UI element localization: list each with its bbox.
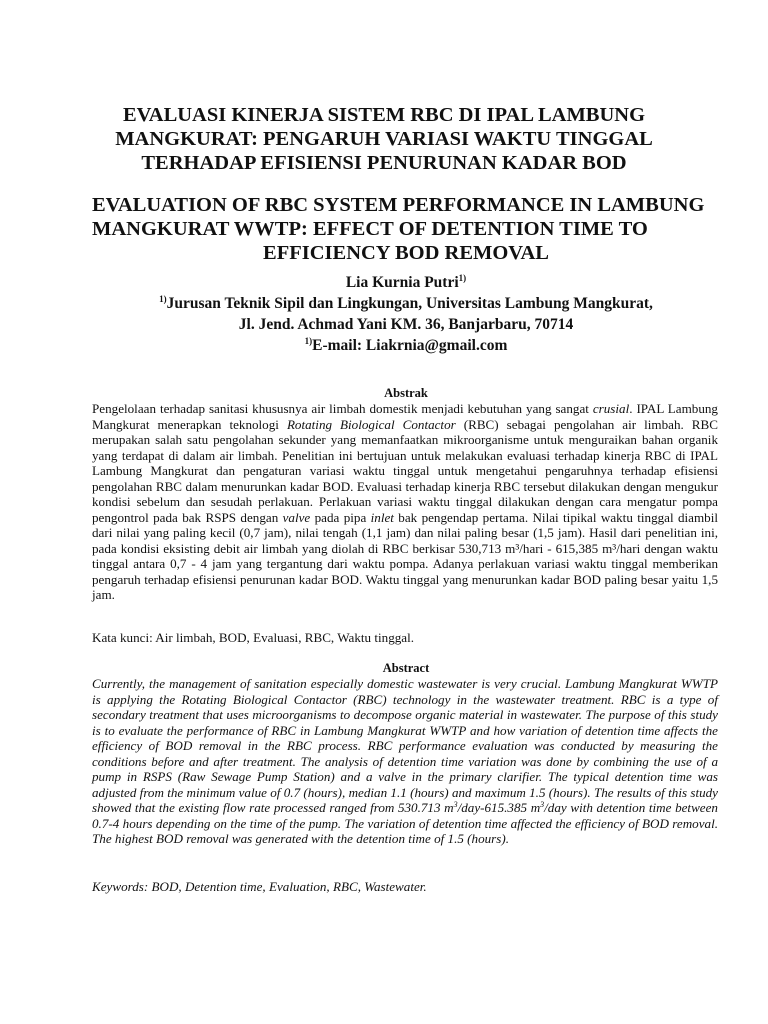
author-name: Lia Kurnia Putri <box>345 274 459 291</box>
title-indonesian <box>60 103 708 175</box>
abstrak-text-5: bak pengendap pertama. Nilai tipikal waktu tinggal diambil dari nilai yang paling kecil (0,7 jam), nilai tengah (1,1 jam) dan nilai paling besar (1,5 jam). Hasil dari penelitian ini, pada kondisi eksisting debit air limbah yang diolah di RBC berkisar 530,713 m³/hari - 615,385 m³/hari dengan waktu tinggal antara 0,7 - 4 jam yang tergantung dari waktu pompa. Adanya perlakuan variasi waktu tinggal memberikan pengaruh terhadap efisiensi penurunan kadar BOD. Waktu tinggal yang menurunkan kadar BOD paling besar yaitu 1,5 jam. <box>92 509 718 602</box>
abstrak-text-2: . IPAL Lambung Mangkurat menerapkan teknologi <box>92 401 718 432</box>
affiliation: Jurusan Teknik Sipil dan Lingkungan, Universitas Lambung Mangkurat, <box>166 295 653 312</box>
title-english <box>92 193 720 265</box>
title-id-line-3: TERHADAP EFISIENSI PENURUNAN KADAR BOD <box>141 152 627 174</box>
title-id-line-1: EVALUASI KINERJA SISTEM RBC DI IPAL LAMBUNG <box>122 104 646 126</box>
abstrak-italic-3: valve <box>282 509 311 525</box>
abstract-text-2: /day-615.385 m <box>457 800 541 815</box>
title-en-line-2: MANGKURAT WWTP: EFFECT OF DETENTION TIME TO <box>92 218 648 240</box>
abstract-body <box>92 676 718 847</box>
abstract-text-1: Currently, the management of sanitation especially domestic wastewater is very crucial. Lambung Mangkurat WWTP is applying the Rotating Biological Contactor (RBC) technology in the wastewater treatment. RBC is a type of secondary treatment that uses microorganisms to decompose organic material in wastewater. The purpose of this study is to evaluate the performance of RBC in Lambung Mangkurat WWTP and how variation of detention time affects the efficiency of BOD removal in the RBC process. RBC performance evaluation was conducted by measuring the conditions before and after treatment. The analysis of detention time variation was done by combining the use of a pump in RSPS (Raw Sewage Pump Station) and a valve in the primary clarifier. The typical detention time was adjusted from the minimum value of 0.7 (hours), median 1.1 (hours) and maximum 1.5 (hours). The results of this study showed that the existing flow rate processed ranged from 530.713 m <box>92 676 718 815</box>
title-en-line-3: EFFICIENCY BOD REMOVAL <box>263 242 549 264</box>
abstrak-heading: Abstrak <box>384 386 428 400</box>
affiliation-line <box>92 293 720 314</box>
address-line: Jl. Jend. Achmad Yani KM. 36, Banjarbaru, 70714 <box>238 316 574 333</box>
abstrak-text-1: Pengelolaan terhadap sanitasi khususnya air limbah domestik menjadi kebutuhan yang sangat <box>92 401 593 416</box>
abstrak-text-3: (RBC) sebagai pengolahan air limbah. RBC merupakan salah satu pengolahan sekunder yang memanfaatkan mikroorganisme untuk menguraikan bahan organik yang terdapat di dalam air limbah. Penelitian ini bertujuan untuk melakukan evaluasi terhadap kinerja RBC di IPAL Lambung Mangkurat dan pengaturan variasi waktu tinggal untuk mengetahui pengaruhnya terhadap efisiensi pengolahan RBC dalam menurunkan kadar BOD. Evaluasi terhadap kinerja RBC tersebut dilakukan dengan mengukur kondisi sebelum dan sesudah perlakuan. Perlakuan variasi waktu tinggal dilakukan dengan cara mengatur pompa pengontrol pada bak RSPS dengan <box>92 416 718 525</box>
kata-kunci: Kata kunci: Air limbah, BOD, Evaluasi, RBC, Waktu tinggal. <box>92 630 415 645</box>
author-sup: 1) <box>458 273 467 283</box>
abstrak-text-4: pada pipa <box>310 509 371 525</box>
affiliation-sup: 1) <box>159 294 167 304</box>
title-id-line-2: MANGKURAT: PENGARUH VARIASI WAKTU TINGGAL <box>115 128 653 150</box>
abstrak-italic-4: inlet <box>370 509 394 525</box>
abstract-sup-2: 3 <box>540 800 545 809</box>
keywords: Keywords: BOD, Detention time, Evaluation, RBC, Wastewater. <box>92 879 427 894</box>
abstract-heading: Abstract <box>382 661 430 675</box>
email: E-mail: Liakrnia@gmail.com <box>312 337 508 354</box>
email-sup: 1) <box>304 336 313 346</box>
abstrak-body <box>92 401 718 603</box>
abstrak-italic-1: crusial <box>592 401 630 416</box>
author-line <box>92 272 720 293</box>
abstrak-italic-2: Rotating Biological Contactor <box>286 416 456 432</box>
author-block <box>92 272 720 356</box>
abstract-text-3: /day with detention time between 0.7-4 hours depending on the time of the pump. The variation of detention time affected the efficiency of BOD removal. The highest BOD removal was generated with the detention time of 1.5 (hours). <box>92 800 718 846</box>
abstract-sup-1: 3 <box>453 800 458 809</box>
title-en-line-1: EVALUATION OF RBC SYSTEM PERFORMANCE IN LAMBUNG <box>92 194 705 216</box>
email-line <box>92 335 720 356</box>
